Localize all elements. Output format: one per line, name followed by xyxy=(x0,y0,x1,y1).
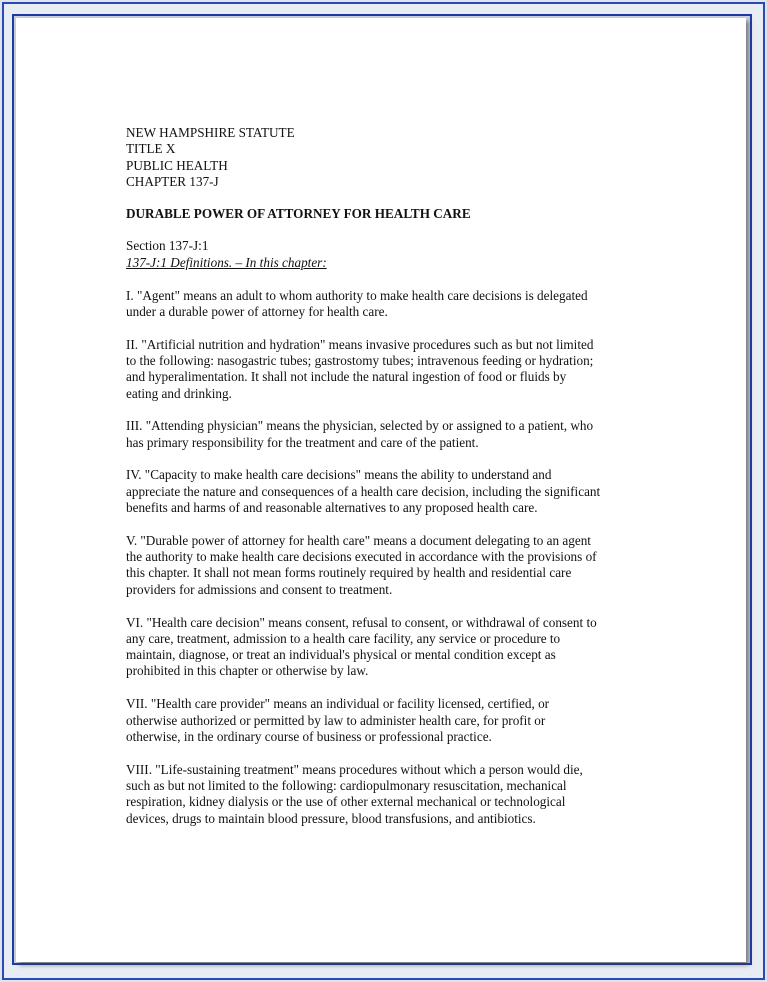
definition-agent: I. "Agent" means an adult to whom authority to make health care decisions is delegated under a durable power of attorney for health care. xyxy=(126,287,588,319)
definition-capacity: IV. "Capacity to make health care decisions" means the ability to understand and appreciate the nature and consequences of a health care decision, including the significant benefits and harms of and reasonable alternatives to any proposed health care. xyxy=(126,467,601,516)
definition-artificial-nutrition: II. "Artificial nutrition and hydration" means invasive procedures such as but not limited to the following: nasogastric tubes; gastrostomy tubes; intravenous feeding or hydration; and hyperalimentation. It shall not include the natural ingestion of food or fluids by eating and drinking. xyxy=(126,336,594,401)
heading-line-chapter: CHAPTER 137-J xyxy=(126,173,219,189)
definition-health-care-provider: VII. "Health care provider" means an individual or facility licensed, certified, or otherwise authorized or permitted by law to administer health care, for profit or otherwise, in the ordinary course of business or professional practice. xyxy=(126,696,550,744)
definition-life-sustaining-treatment: VIII. "Life-sustaining treatment" means procedures without which a person would die, such as but not limited to the following: cardiopulmonary resuscitation, mechanical respiration, kidney dialysis or the use of other external mechanical or technological devices, drugs to maintain blood pressure, blood transfusions, and antibiotics. xyxy=(126,761,583,826)
section-block xyxy=(126,238,656,271)
definition-attending-physician: III. "Attending physician" means the physician, selected by or assigned to a patient, who has primary responsibility for the treatment and care of the patient. xyxy=(126,418,594,450)
document-title: DURABLE POWER OF ATTORNEY FOR HEALTH CARE xyxy=(126,206,471,222)
heading-line-title: TITLE X xyxy=(126,141,176,157)
heading-line-statute: NEW HAMPSHIRE STATUTE xyxy=(126,125,295,140)
heading-line-subject: PUBLIC HEALTH xyxy=(126,157,228,173)
document-heading xyxy=(126,125,656,190)
document-body xyxy=(126,125,656,827)
section-label: Section 137-J:1 xyxy=(126,238,209,254)
section-subtitle: 137-J:1 Definitions. – In this chapter: xyxy=(126,254,327,270)
definition-durable-power: V. "Durable power of attorney for health care" means a document delegating to an agent the authority to make health care decisions executed in accordance with the provisions of this chapter. It shall not mean forms routinely required by health and residential care providers for admissions and consent to treatment. xyxy=(126,532,597,597)
definition-health-care-decision: VI. "Health care decision" means consent, refusal to consent, or withdrawal of consent to any care, treatment, admission to a health care facility, any service or procedure to maintain, diagnose, or treat an individual's physical or mental condition except as prohibited in this chapter or otherwise by law. xyxy=(126,614,597,679)
